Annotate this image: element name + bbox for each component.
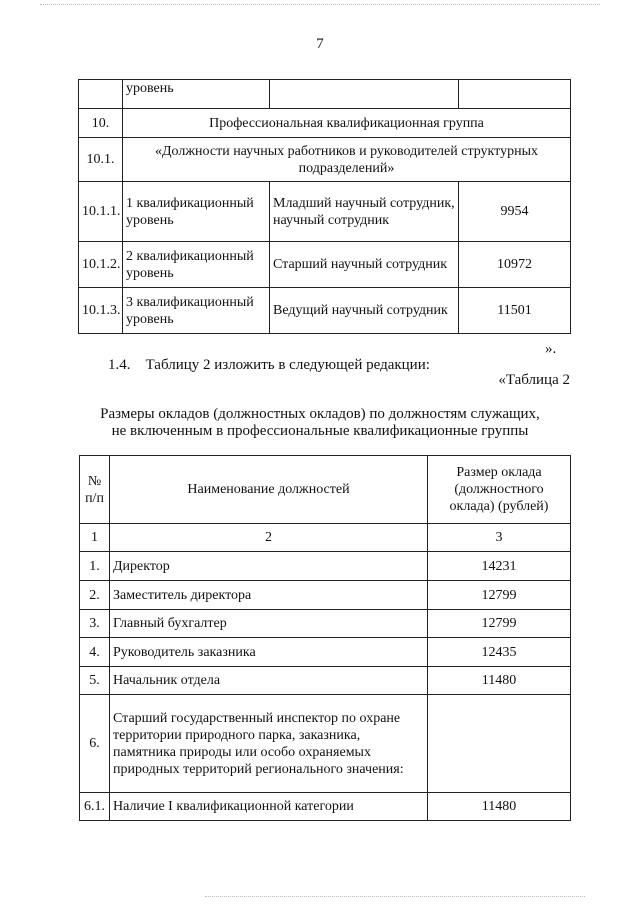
row-number: 10.1.1.	[79, 182, 123, 242]
qualification-level: 2 квалификационный уровень	[123, 242, 270, 288]
table-row	[80, 793, 571, 821]
table-title-line1: Размеры окладов (должностных окладов) по должностям служащих,	[100, 406, 540, 422]
position-cell: Ведущий научный сотрудник	[270, 288, 459, 334]
qualification-table	[78, 79, 571, 334]
page-number: 7	[316, 36, 324, 52]
position-cell: Старший научный сотрудник	[270, 242, 459, 288]
row-number: 2.	[80, 581, 110, 610]
row-number: 6.1.	[80, 793, 110, 821]
table-label: «Таблица 2	[498, 372, 570, 388]
table-row	[80, 552, 571, 581]
table-header-row	[80, 456, 571, 524]
row-number: 10.	[79, 109, 123, 138]
table-row	[80, 638, 571, 667]
table-row	[80, 695, 571, 793]
index-cell: 2	[110, 524, 428, 552]
salary-cell: 14231	[428, 552, 571, 581]
table-index-row	[80, 524, 571, 552]
index-cell: 3	[428, 524, 571, 552]
salary-cell: 11480	[428, 793, 571, 821]
row-number: 3.	[80, 610, 110, 638]
table-row	[79, 288, 571, 334]
salary-cell: 12435	[428, 638, 571, 667]
table-row	[80, 667, 571, 695]
position-name: Директор	[110, 552, 428, 581]
table-row	[79, 242, 571, 288]
scan-edge-marks	[205, 896, 585, 897]
position-cell	[270, 80, 459, 109]
table-row	[80, 581, 571, 610]
header-name: Наименование должностей	[110, 456, 428, 524]
salary-cell: 11501	[459, 288, 571, 334]
row-number: 1.	[80, 552, 110, 581]
header-num: № п/п	[80, 456, 110, 524]
table-row	[79, 138, 571, 182]
position-cell: Младший научный сотрудник, научный сотрудник	[270, 182, 459, 242]
closing-quote: ».	[545, 341, 557, 357]
scan-edge-marks	[40, 4, 600, 7]
salary-cell: 10972	[459, 242, 571, 288]
salary-cell: 12799	[428, 581, 571, 610]
row-number: 6.	[80, 695, 110, 793]
table-title-line2: не включенным в профессиональные квалификационные группы	[111, 423, 529, 439]
position-name: Заместитель директора	[110, 581, 428, 610]
salary-cell	[459, 80, 571, 109]
row-number	[79, 80, 123, 109]
qualification-level: 1 квалификационный уровень	[123, 182, 270, 242]
qualification-level: уровень	[123, 80, 270, 109]
header-salary: Размер оклада (должностного оклада) (рублей)	[428, 456, 571, 524]
position-name: Начальник отдела	[110, 667, 428, 695]
salary-cell: 12799	[428, 610, 571, 638]
salary-cell: 11480	[428, 667, 571, 695]
row-number: 10.1.2.	[79, 242, 123, 288]
salary-table	[79, 455, 571, 821]
group-title: Профессиональная квалификационная группа	[123, 109, 571, 138]
position-name: Старший государственный инспектор по охране территории природного парка, заказника, памятника природы или особо охраняемых природных территорий регионального значения:	[110, 695, 428, 793]
row-number: 4.	[80, 638, 110, 667]
row-number: 10.1.3.	[79, 288, 123, 334]
group-subtitle: «Должности научных работников и руководителей структурных подразделений»	[123, 138, 571, 182]
position-name: Руководитель заказника	[110, 638, 428, 667]
salary-cell	[428, 695, 571, 793]
row-number: 10.1.	[79, 138, 123, 182]
position-name: Главный бухгалтер	[110, 610, 428, 638]
row-number: 5.	[80, 667, 110, 695]
table-row	[79, 80, 571, 109]
table-row	[79, 109, 571, 138]
item-1-4-text: 1.4. Таблицу 2 изложить в следующей редакции:	[108, 357, 430, 373]
position-name: Наличие I квалификационной категории	[110, 793, 428, 821]
qualification-level: 3 квалификационный уровень	[123, 288, 270, 334]
table-row	[79, 182, 571, 242]
index-cell: 1	[80, 524, 110, 552]
salary-cell: 9954	[459, 182, 571, 242]
table-row	[80, 610, 571, 638]
